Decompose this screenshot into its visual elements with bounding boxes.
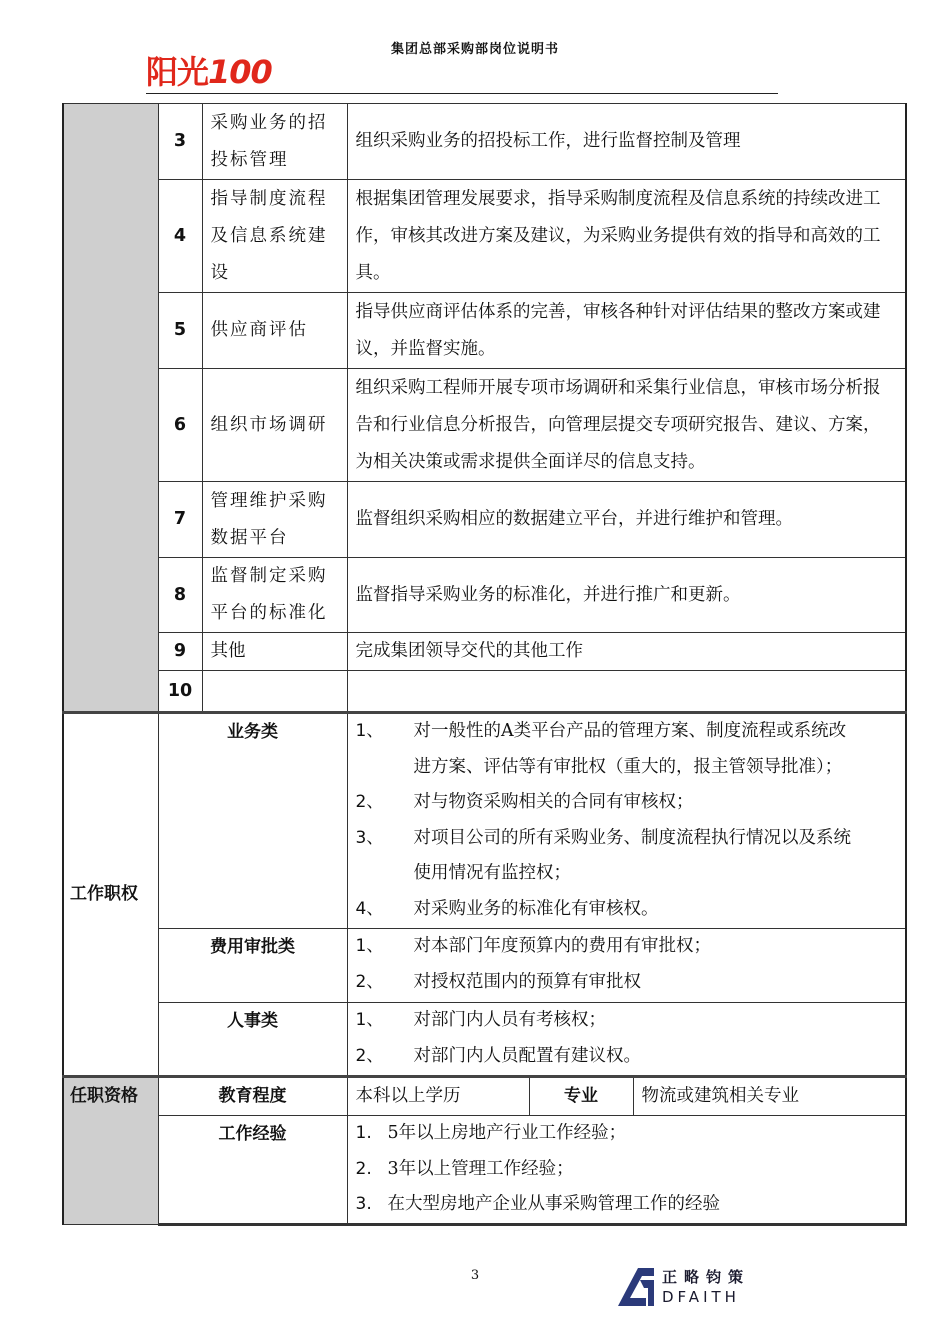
duty-description: [347, 671, 906, 713]
duty-name: 供应商评估: [202, 293, 347, 369]
major-label: 专业: [529, 1077, 633, 1116]
duty-row: [63, 633, 906, 671]
authority-section-label: 工作职权: [63, 713, 158, 1077]
list-item: 1、 对一般性的A类平台产品的管理方案、制度流程或系统改: [355, 721, 847, 741]
list-item: 3、 对项目公司的所有采购业务、制度流程执行情况以及系统: [355, 827, 851, 848]
authority-row-business: [63, 713, 906, 929]
authority-row-expense: [63, 929, 906, 1003]
duty-number: 5: [158, 293, 202, 369]
list-item: 2. 3年以上管理工作经验；: [355, 1158, 574, 1179]
list-item: 1、 对本部门年度预算内的费用有审批权；: [355, 936, 711, 956]
duty-row: [63, 104, 906, 180]
education-label: 教育程度: [158, 1077, 347, 1116]
education-value: 本科以上学历: [347, 1077, 529, 1116]
duties-side-cell: [63, 104, 158, 713]
duty-description: 监督组织采购相应的数据建立平台，并进行维护和管理。: [347, 482, 906, 558]
list-item: 4、 对采购业务的标准化有审核权。: [355, 898, 659, 919]
duty-name: [202, 671, 347, 713]
duty-description: 根据集团管理发展要求，指导采购制度流程及信息系统的持续改进工作，审核其改进方案及建议，为采购业务提供有效的指导和高效的工具。: [347, 180, 906, 293]
duty-description: 完成集团领导交代的其他工作: [347, 633, 906, 671]
dfaith-a-icon: [616, 1266, 656, 1306]
duty-number: 3: [158, 104, 202, 180]
list-item: 2、 对部门内人员配置有建议权。: [355, 1045, 641, 1066]
duty-number: 8: [158, 558, 202, 633]
list-item-continuation: 进方案、评估等有审批权（重大的，报主管领导批准）；: [413, 756, 843, 777]
list-item: 1、 对部门内人员有考核权；: [355, 1010, 606, 1030]
dfaith-logo: [616, 1266, 766, 1308]
logo-number: 100: [208, 53, 272, 91]
duty-name: 指导制度流程及信息系统建设: [202, 180, 347, 293]
duty-name: 管理维护采购数据平台: [202, 482, 347, 558]
authority-group-title: 人事类: [158, 1003, 347, 1077]
duty-row: [63, 558, 906, 633]
list-item: 2、 对与物资采购相关的合同有审核权；: [355, 792, 694, 812]
duty-row: [63, 180, 906, 293]
authority-group-items: [347, 929, 906, 1003]
duty-name: 其他: [202, 633, 347, 671]
duty-number: 7: [158, 482, 202, 558]
duty-description: 指导供应商评估体系的完善，审核各种针对评估结果的整改方案或建议，并监督实施。: [347, 293, 906, 369]
duty-number: 4: [158, 180, 202, 293]
document-header-title: 集团总部采购部岗位说明书: [390, 42, 559, 57]
list-item: 3. 在大型房地产企业从事采购管理工作的经验: [355, 1194, 720, 1214]
authority-group-title: 业务类: [158, 713, 347, 929]
major-value: 物流或建筑相关专业: [633, 1077, 906, 1116]
duty-row: [63, 671, 906, 713]
job-description-table: [62, 103, 907, 1226]
duty-number: 10: [158, 671, 202, 713]
logo-text: 阳光: [146, 53, 209, 91]
authority-group-items: [347, 1003, 906, 1077]
brand-cn: 正略钧策: [662, 1268, 751, 1286]
duty-description: 组织采购业务的招投标工作，进行监督控制及管理: [347, 104, 906, 180]
duty-row: [63, 369, 906, 482]
duty-number: 9: [158, 633, 202, 671]
list-item: 1. 5年以上房地产行业工作经验；: [355, 1123, 627, 1143]
experience-items: [347, 1116, 906, 1225]
authority-row-personnel: [63, 1003, 906, 1077]
duty-description: 组织采购工程师开展专项市场调研和采集行业信息，审核市场分析报告和行业信息分析报告，向管理层提交专项研究报告、建议、方案，为相关决策或需求提供全面详尽的信息支持。: [347, 369, 906, 482]
header-divider: [146, 93, 778, 94]
list-item-continuation: 使用情况有监控权；: [413, 863, 571, 883]
list-item: 2、 对授权范围内的预算有审批权: [355, 971, 641, 992]
duty-row: [63, 482, 906, 558]
duty-name: 采购业务的招投标管理: [202, 104, 347, 180]
qualification-row-experience: [63, 1116, 906, 1225]
experience-label: 工作经验: [158, 1116, 347, 1225]
duty-row: [63, 293, 906, 369]
sunshine100-logo: [146, 52, 272, 92]
brand-en: DFAITH: [662, 1288, 740, 1306]
page-number: 3: [470, 1268, 480, 1283]
qualification-row-education: [63, 1077, 906, 1116]
qualification-section-label: 任职资格: [63, 1077, 158, 1225]
authority-group-title: 费用审批类: [158, 929, 347, 1003]
duty-number: 6: [158, 369, 202, 482]
authority-group-items: [347, 713, 906, 929]
duty-name: 组织市场调研: [202, 369, 347, 482]
duty-description: 监督指导采购业务的标准化，并进行推广和更新。: [347, 558, 906, 633]
duty-name: 监督制定采购平台的标准化: [202, 558, 347, 633]
